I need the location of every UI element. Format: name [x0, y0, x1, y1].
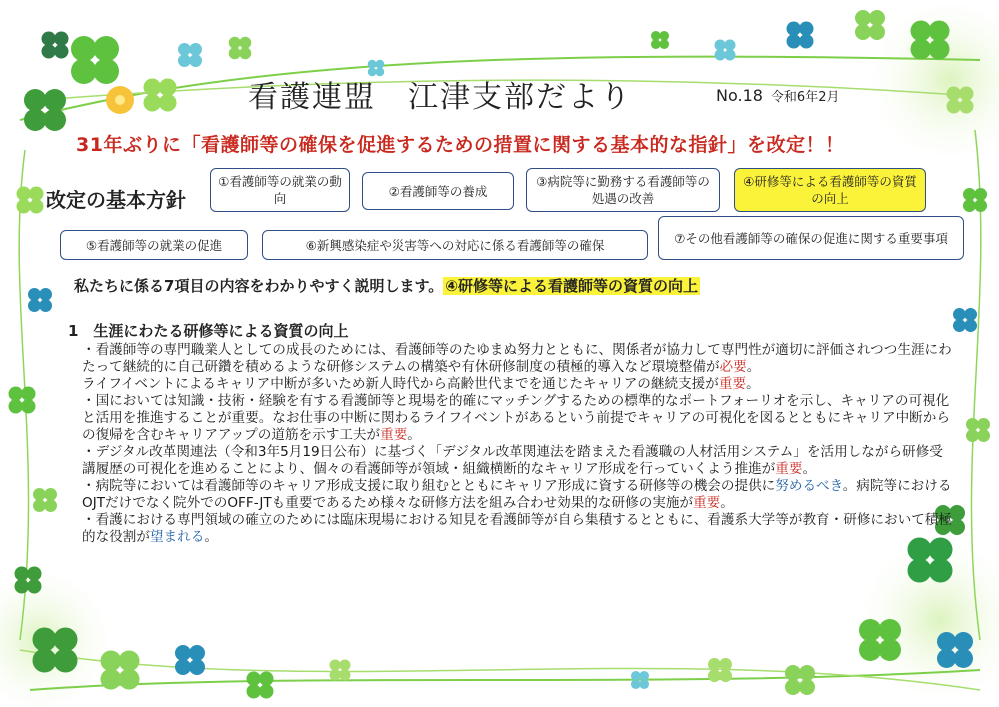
section-heading: 1 生涯にわたる研修等による資質の向上 — [68, 322, 349, 340]
paragraph-text: ・看護における専門領域の確立のためには臨床現場における知見を看護師等が自ら集積するとともに、看護系大学等が教育・研修において積極的な役割が — [82, 512, 952, 545]
emphasis-red: 必要 — [719, 359, 747, 375]
paragraph-2 — [82, 376, 952, 393]
intro-text: 私たちに係る7項目の内容をわかりやすく説明します。 — [74, 277, 444, 295]
emphasis-red: 重要 — [775, 461, 803, 477]
headline: 31年ぶりに「看護師等の確保を促進するための措置に関する基本的な指針」を改定！！ — [76, 134, 845, 156]
policy-item-2: ②看護師等の養成 — [362, 172, 514, 210]
paragraph-4 — [82, 444, 952, 478]
paragraph-text: ・国においては知識・技術・経験を有する看護師等と現場を的確にマッチングするための標準的なポートフォーリオを示し、キャリアの可視化と活用を推進することが重要。なお仕事の中断に関わるライフイベントがあるという前提でキャリアの可視化を図るとともにキャリア中断からの復帰を含むキャリアアップの道筋を示す工夫が — [82, 393, 950, 443]
policy-item-5: ⑤看護師等の就業の促進 — [60, 230, 248, 260]
policy-item-1: ①看護師等の就業の動向 — [210, 168, 350, 212]
section-body — [82, 342, 952, 546]
paragraph-text: 。 — [407, 427, 421, 443]
issue-number: No.18 — [716, 86, 763, 105]
paragraph-text: 。 — [746, 376, 760, 392]
emphasis-red: 重要 — [380, 427, 408, 443]
paragraph-5 — [82, 478, 952, 512]
paragraph-6 — [82, 512, 952, 546]
emphasis-blue: 望まれる — [149, 529, 205, 545]
newsletter-title: 看護連盟 江津支部だより — [248, 80, 632, 115]
paragraph-text: 。病院等におけるOJTだけでなく院外でのOFF-JTも重要であるため様々な研修方法を組み合わせ効果的な研修の実施が — [82, 478, 952, 511]
paragraph-text: ・デジタル改革関連法（令和3年5月19日公布）に基づく「デジタル改革関連法を踏まえた看護職の人材活用システム」を活用しながら研修受講履歴の可視化を進めることにより、個々の看護師等が領域・組織横断的なキャリア形成を行っていくよう推進が — [82, 444, 943, 477]
paragraph-3 — [82, 393, 952, 444]
paragraph-text: 。 — [720, 495, 734, 511]
emphasis-red: 重要 — [718, 376, 747, 392]
issue-date: 令和6年2月 — [770, 90, 840, 105]
paragraph-text: ・病院等においては看護師等のキャリア形成支援に取り組むとともにキャリア形成に資する研修等の機会の提供に — [82, 478, 776, 494]
paragraph-text: ・看護師等の専門職業人としての成長のためには、看護師等のたゆまぬ努力とともに、関係者が協力して専門性が適切に評価されつつ生涯にわたって継続的に自己研鑽を積めるような研修システムの構築や有休研修制度の積極的導入など環境整備が — [82, 342, 952, 375]
emphasis-red: 重要 — [693, 495, 721, 511]
intro-line — [74, 275, 700, 296]
policy-item-6: ⑥新興感染症や災害等への対応に係る看護師等の確保 — [262, 230, 648, 260]
paragraph-1 — [82, 342, 952, 376]
paragraph-text: ライフイベントによるキャリア中断が多いため新人時代から高齢世代までを通じたキャリアの継続支援が — [82, 376, 719, 392]
paragraph-text: 。 — [802, 461, 817, 477]
paragraph-text: 。 — [746, 359, 761, 375]
paragraph-text: 。 — [204, 529, 218, 545]
intro-highlight: ④研修等による看護師等の資質の向上 — [445, 277, 698, 295]
policy-item-3: ③病院等に勤務する看護師等の処遇の改善 — [526, 168, 720, 212]
policy-item-7: ⑦その他看護師等の確保の促進に関する重要事項 — [658, 216, 964, 260]
policy-item-4: ④研修等による看護師等の資質の向上 — [734, 168, 926, 212]
emphasis-blue: 努めるべき — [775, 478, 843, 494]
issue-info — [716, 86, 839, 105]
basic-policy-label: 改定の基本方針 — [46, 188, 186, 212]
